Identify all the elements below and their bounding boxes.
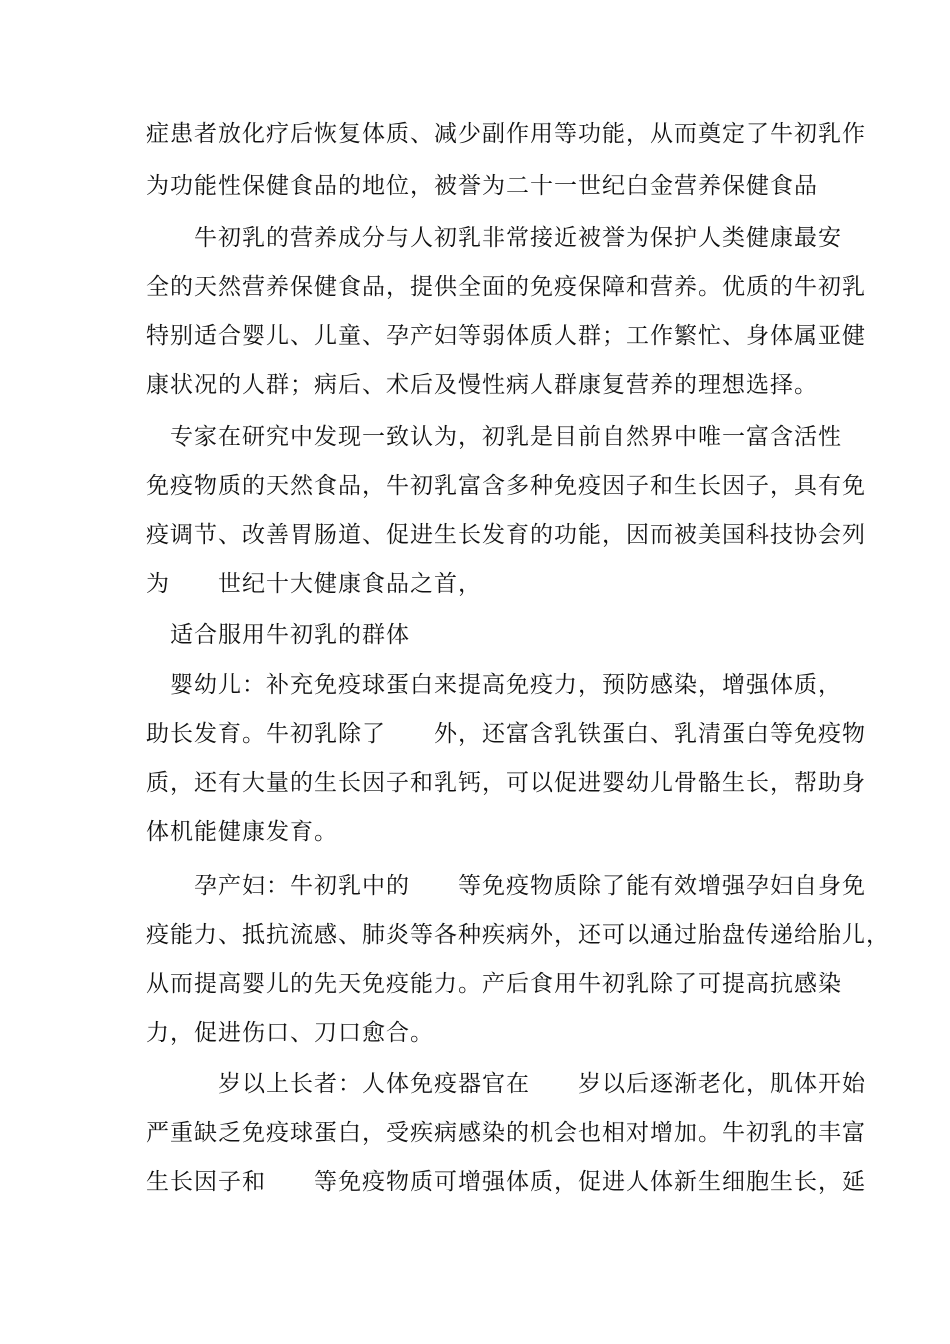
text-line: 力，促进伤口、刀口愈合。	[146, 1020, 434, 1046]
text-line: 免疫物质的天然食品，牛初乳富含多种免疫因子和生长因子，具有免	[146, 473, 866, 499]
text-line: 全的天然营养保健食品，提供全面的免疫保障和营养。优质的牛初乳	[146, 274, 866, 300]
text-line: 疫调节、改善胃肠道、促进生长发育的功能，因而被美国科技协会列	[146, 522, 866, 548]
text-line: 孕产妇：牛初乳中的 等免疫物质除了能有效增强孕妇自身免	[146, 873, 866, 899]
text-line: 婴幼儿：补充免疫球蛋白来提高免疫力，预防感染，增强体质，	[146, 672, 842, 698]
text-line: 牛初乳的营养成分与人初乳非常接近被誉为保护人类健康最安	[146, 225, 842, 251]
text-line: 康状况的人群；病后、术后及慢性病人群康复营养的理想选择。	[146, 372, 818, 398]
section-heading: 适合服用牛初乳的群体	[146, 622, 410, 648]
text-line: 体机能健康发育。	[146, 819, 338, 845]
text-line: 岁以上长者：人体免疫器官在 岁以后逐渐老化，肌体开始	[146, 1071, 866, 1097]
text-line: 从而提高婴儿的先天免疫能力。产后食用牛初乳除了可提高抗感染	[146, 971, 842, 997]
text-line: 为 世纪十大健康食品之首，	[146, 571, 482, 597]
text-line: 症患者放化疗后恢复体质、减少副作用等功能，从而奠定了牛初乳作	[146, 121, 866, 147]
text-line: 专家在研究中发现一致认为，初乳是目前自然界中唯一富含活性	[146, 424, 842, 450]
text-line: 质，还有大量的生长因子和乳钙，可以促进婴幼儿骨骼生长，帮助身	[146, 770, 866, 796]
text-line: 特别适合婴儿、儿童、孕产妇等弱体质人群；工作繁忙、身体属亚健	[146, 323, 866, 349]
text-line: 助长发育。牛初乳除了 外，还富含乳铁蛋白、乳清蛋白等免疫物	[146, 721, 866, 747]
text-line: 严重缺乏免疫球蛋白，受疾病感染的机会也相对增加。牛初乳的丰富	[146, 1120, 866, 1146]
text-line: 疫能力、抵抗流感、肺炎等各种疾病外，还可以通过胎盘传递给胎儿，	[146, 922, 890, 948]
text-line: 为功能性保健食品的地位，被誉为二十一世纪白金营养保健食品	[146, 173, 818, 199]
text-line: 生长因子和 等免疫物质可增强体质，促进人体新生细胞生长，延	[146, 1169, 866, 1195]
